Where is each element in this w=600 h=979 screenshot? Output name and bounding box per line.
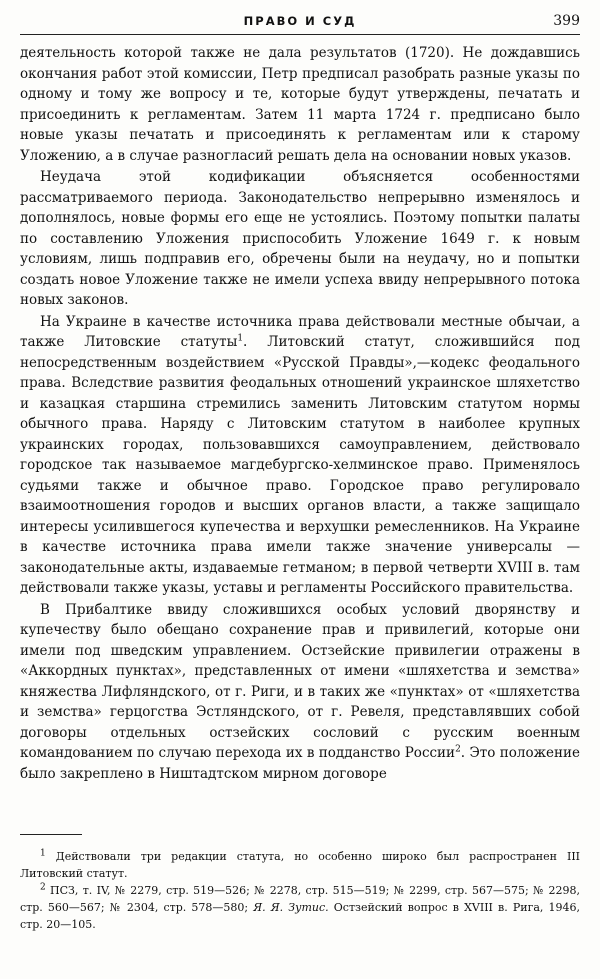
paragraph: В Прибалтике ввиду сложившихся особых условий дворянству и купечеству было обещано сохранение прав и привилегий, которые они имели под шведским управлением. Остзейские привилегии отражены в «Аккордных пунктах», представленных от имени «шляхетства и земства» княжества Лифляндского, от г. Риги, и в таких же «пунктах» от «шляхетства и земства» герцогства Эстляндского, от г. Ревеля, представлявших собой договоры отдельных остзейских сословий с русским военным командованием по случаю перехода их в подданство России$^2$. Это положение было закреплено в Ништадтском мирном договоре (20, 601, 580, 782)
footnote-divider (20, 834, 82, 835)
footnote-mark: 1 (40, 848, 46, 859)
paragraph: деятельность которой также не дала результатов (1720). Не дождавшись окончания работ этой комиссии, Петр предписал разобрать разные указы по одному и тому же вопросу и те, которые будут утверждены, печатать и присоединить к регламентам. Затем 11 марта 1724 г. предписано было новые указы печатать и присоединять к регламентам или к старому Уложению, а в случае разногласий решать дела на основании новых указов. (20, 45, 580, 164)
footnotes (20, 848, 580, 933)
author-name: Я. Я. Зутис. (253, 901, 329, 914)
page-number: 399 (553, 13, 580, 29)
running-title: ПРАВО И СУД (243, 14, 357, 28)
footnote: $^2$ ПСЗ, т. IV, № 2279, стр. 519—526; № 2278, стр. 515—519; № 2299, стр. 567—575; № 2298, стр. 560—567; № 2304, стр. 578—580; Я. Я. Зутис. Остзейский вопрос в XVIII в. Рига, 1946, стр. 20—105. (20, 882, 581, 931)
footnote-ref[interactable]: 1 (237, 333, 244, 344)
paragraph: На Украине в качестве источника права действовали местные обычаи, а также Литовские статуты$^1$. Литовский статут, сложившийся под непосредственным воздействием «Русской Правды»,—кодекс феодального права. Вследствие развития феодальных отношений украинское шляхетство и казацкая старшина стремились заменить Литовским статутом нормы обычного права. Наряду с Литовским статутом в наиболее крупных украинских городах, пользовавшихся самоуправлением, действовало городское так называемое магдебургско-хелминское право. Применялось судьями также и обычное право. Городское право регулировало взаимоотношения городов и высших органов власти, а также защищало интересы усилившегося купечества и верхушки ремесленников. На Украине в качестве источника права имели также значение универсалы — законодательные акты, издаваемые гетманом; в первой четверти XVIII в. там действовали также указы, уставы и регламенты Российского правительства. (20, 313, 580, 596)
footnote: $^1$ Действовали три редакции статута, но особенно широко был распространен III Литовский статут. (20, 848, 581, 880)
footnote-ref[interactable]: 2 (455, 744, 461, 755)
running-header (20, 8, 580, 35)
paragraph: Неудача этой кодификации объясняется особенностями рассматриваемого периода. Законодательство непрерывно изменялось и дополнялось, новые формы его еще не устоялись. Поэтому попытки палаты по составлению Уложения приспособить Уложение 1649 г. к новым условиям, лишь подправив его, обречены были на неудачу, но и попытки создать новое Уложение также не имели успеха ввиду непрерывного потока новых законов. (20, 169, 580, 308)
main-text (20, 43, 580, 784)
footnote-mark: 2 (40, 882, 46, 893)
